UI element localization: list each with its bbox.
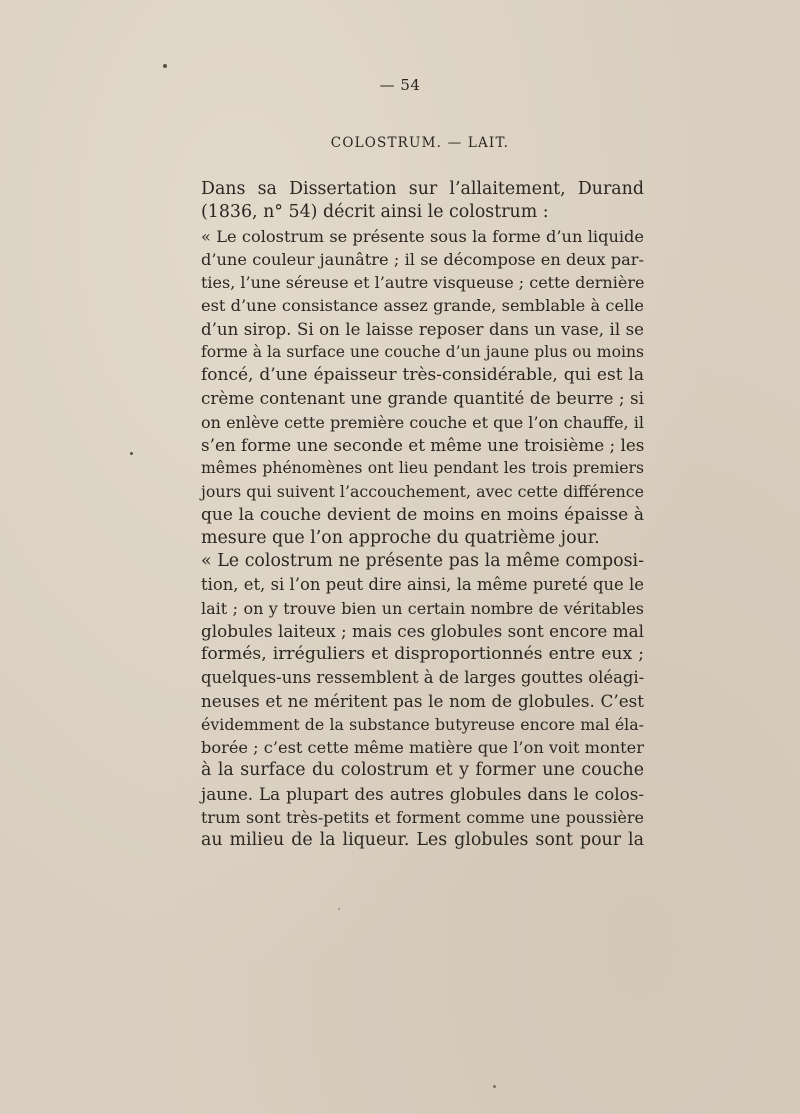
text-line: jaune. La plupart des autres globules dans le colos- xyxy=(201,783,644,804)
text-line: au milieu de la liqueur. Les globules sont pour la xyxy=(201,830,644,850)
text-line: ties, l’une séreuse et l’autre visqueuse ; cette dernière xyxy=(201,273,645,292)
text-line: d’une couleur jaunâtre ; il se décompose en deux par- xyxy=(201,249,644,269)
text-line: (1836, n° 54) décrit ainsi le colostrum : xyxy=(201,202,549,223)
body-text xyxy=(201,178,644,852)
paper-speck xyxy=(163,64,167,68)
text-line: s’en forme une seconde et même une troisième ; les xyxy=(201,434,645,455)
text-line: que la couche devient de moins en moins épaisse à xyxy=(201,504,644,525)
text-line: on enlève cette première couche et que l’on chauffe, il xyxy=(201,412,644,432)
text-line: « Le colostrum ne présente pas la même composi- xyxy=(201,551,644,571)
text-line: Dans sa Dissertation sur l’allaitement, Durand xyxy=(201,179,644,199)
text-line: quelques-uns ressemblent à de larges gouttes oléagi- xyxy=(201,668,645,688)
text-line: borée ; c’est cette même matière que l’on voit monter xyxy=(201,738,644,757)
text-line: à la surface du colostrum et y former une couche xyxy=(201,760,644,781)
text-line: forme à la surface une couche d’un jaune plus ou moins xyxy=(201,342,644,361)
text-line: d’un sirop. Si on le laisse reposer dans un vase, il se xyxy=(201,319,644,339)
text-line: formés, irréguliers et disproportionnés entre eux ; xyxy=(201,644,644,664)
text-line: globules laiteux ; mais ces globules sont encore mal xyxy=(201,620,644,641)
text-line: foncé, d’une épaisseur très-considérable, qui est la xyxy=(201,365,644,385)
text-line: est d’une consistance assez grande, semblable à celle xyxy=(201,296,644,316)
text-line: mesure que l’on approche du quatrième jour. xyxy=(201,527,600,548)
text-line: trum sont très-petits et forment comme une poussière xyxy=(201,807,644,827)
paper-speck xyxy=(493,1085,496,1088)
page-number: — 54 xyxy=(379,76,421,94)
text-line: lait ; on y trouve bien un certain nombre de véritables xyxy=(201,598,644,618)
text-line: mêmes phénomènes ont lieu pendant les trois premiers xyxy=(201,459,644,477)
text-line: neuses et ne méritent pas le nom de globules. C’est xyxy=(201,690,644,711)
text-line: tion, et, si l’on peut dire ainsi, la même pureté que le xyxy=(201,575,644,595)
running-title: COLOSTRUM. — LAIT. xyxy=(330,135,510,151)
text-line: crème contenant une grande quantité de beurre ; si xyxy=(201,388,644,409)
paper-speck xyxy=(130,452,133,455)
paper-speck xyxy=(338,908,340,910)
text-line: jours qui suivent l’accouchement, avec cette différence xyxy=(201,482,644,502)
text-line: « Le colostrum se présente sous la forme d’un liquide xyxy=(201,226,644,246)
text-line: évidemment de la substance butyreuse encore mal éla- xyxy=(201,714,644,734)
